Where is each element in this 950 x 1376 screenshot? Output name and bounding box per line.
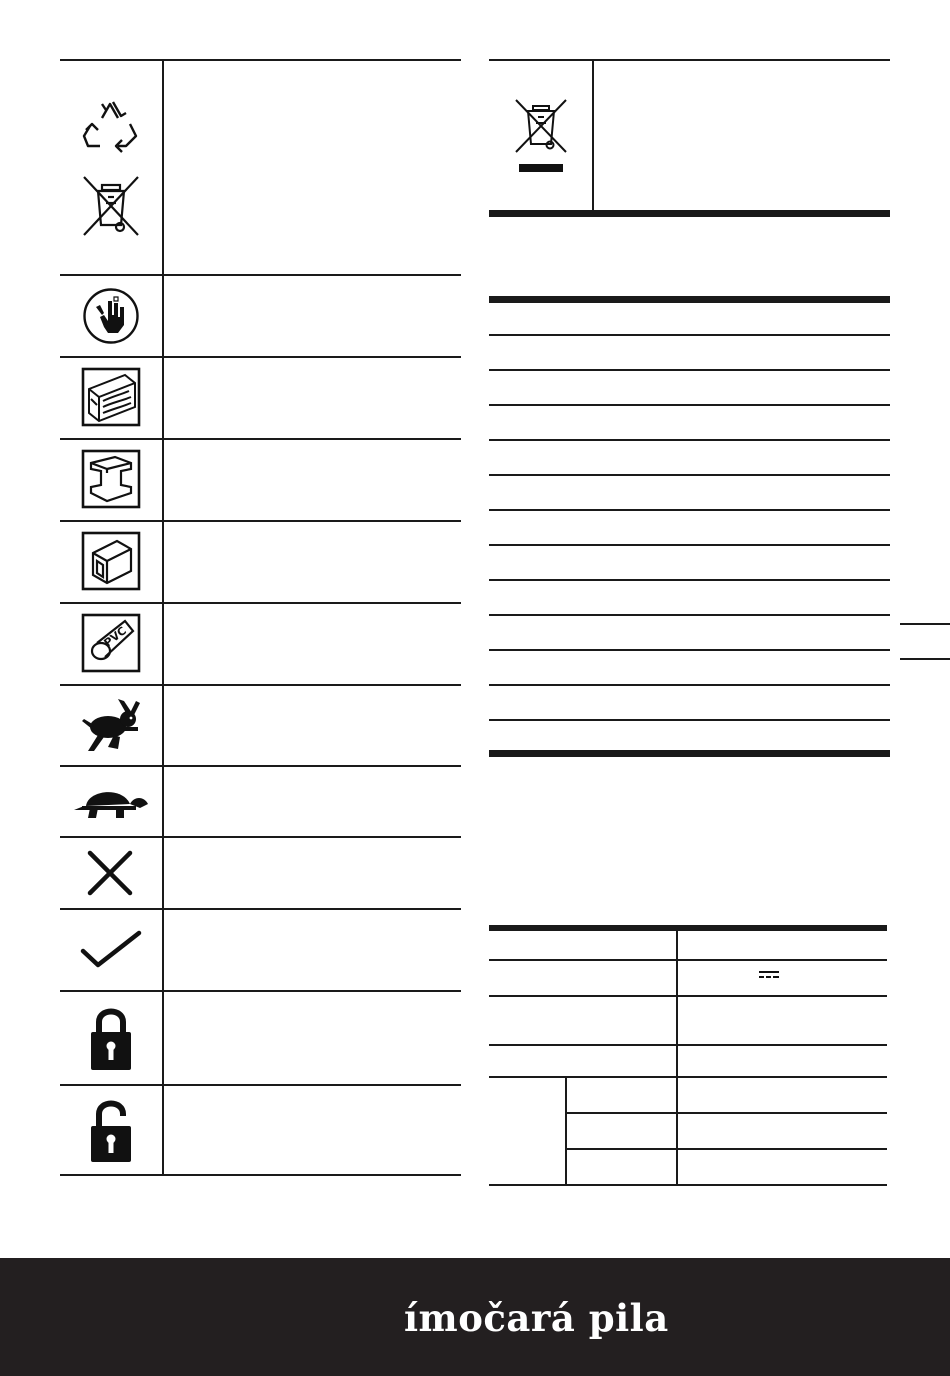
tech-row-divider (489, 995, 887, 997)
dc-symbol (759, 968, 779, 982)
spec-row-divider (489, 649, 890, 651)
cross-mark-icon (86, 849, 134, 897)
footer-title: ímočará pila (404, 1296, 669, 1340)
pvc-pipe-icon (81, 613, 141, 673)
row-divider (60, 990, 461, 992)
spec-bottom-rule (489, 750, 890, 757)
row-divider (60, 684, 461, 686)
crossed-bin-with-bar-icon (514, 98, 568, 174)
aluminium-profile-icon (81, 531, 141, 591)
tech-subrow-divider (565, 1148, 887, 1150)
svg-text:PVC: PVC (101, 624, 129, 650)
side-tab-mark (900, 623, 950, 625)
tech-bottom-rule (489, 1184, 887, 1186)
check-mark-icon (80, 929, 142, 969)
metal-profile-icon (81, 449, 141, 509)
row-divider (60, 602, 461, 604)
spec-row-divider (489, 369, 890, 371)
recycle-icon (80, 96, 140, 154)
spec-row-divider (489, 404, 890, 406)
spec-row-divider (489, 509, 890, 511)
tech-subcolumn-divider (565, 1076, 567, 1186)
spec-row-divider (489, 719, 890, 721)
row-divider (60, 438, 461, 440)
row-divider (60, 765, 461, 767)
crossed-bin-icon (82, 175, 140, 237)
spec-top-rule (489, 296, 890, 303)
tech-subrow-divider (565, 1112, 887, 1114)
row-divider (60, 274, 461, 276)
box-bottom-rule (489, 210, 890, 217)
spec-row-divider (489, 439, 890, 441)
turtle-slow-icon (72, 782, 150, 820)
row-divider (60, 356, 461, 358)
table-bottom-rule (60, 1174, 461, 1176)
rabbit-fast-icon (78, 697, 144, 755)
box-column-divider (592, 59, 594, 211)
padlock-unlocked-icon (89, 1096, 133, 1164)
spec-row-divider (489, 614, 890, 616)
spec-row-divider (489, 474, 890, 476)
spec-row-divider (489, 334, 890, 336)
spec-row-divider (489, 579, 890, 581)
table-column-divider (162, 59, 164, 1176)
tech-top-rule (489, 925, 887, 931)
wood-material-icon (81, 367, 141, 427)
padlock-locked-icon (89, 1004, 133, 1072)
row-divider (60, 908, 461, 910)
spec-row-divider (489, 684, 890, 686)
row-divider (60, 1084, 461, 1086)
table-top-rule (60, 59, 461, 61)
spec-row-divider (489, 544, 890, 546)
row-divider (60, 520, 461, 522)
gloves-icon (82, 287, 140, 345)
tech-row-divider (489, 1044, 887, 1046)
row-divider (60, 836, 461, 838)
box-top-rule (489, 59, 890, 61)
side-tab-mark (900, 658, 950, 660)
tech-row-divider (489, 959, 887, 961)
tech-row-divider (489, 1076, 887, 1078)
